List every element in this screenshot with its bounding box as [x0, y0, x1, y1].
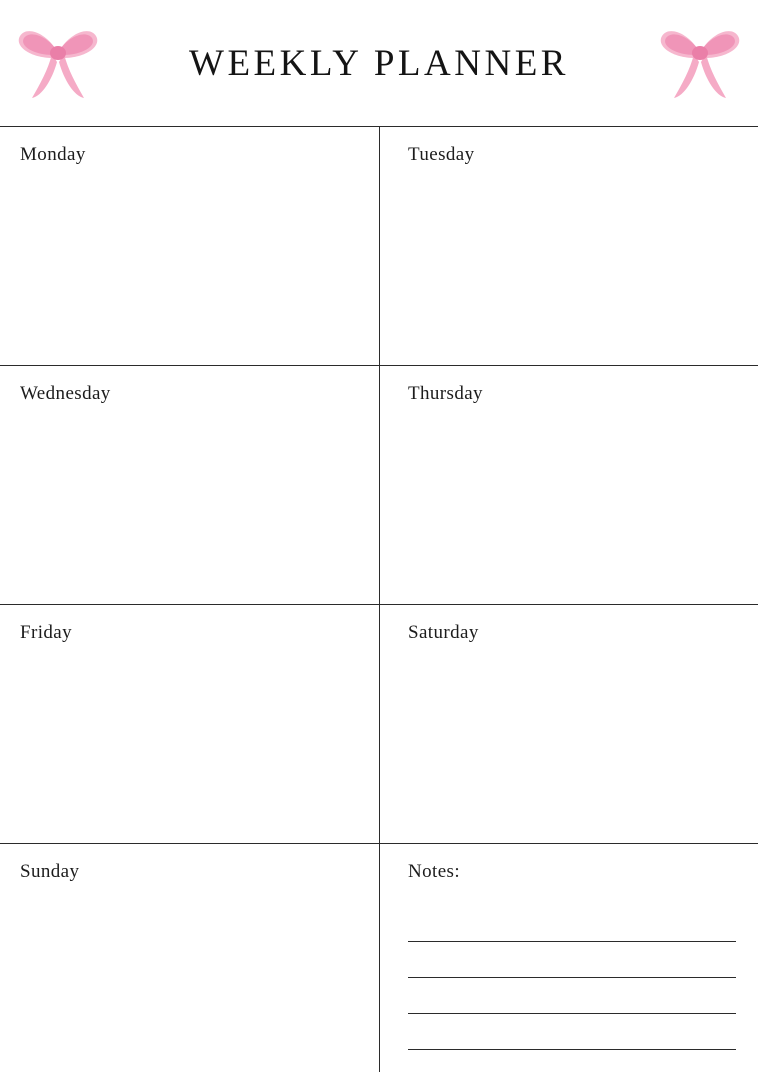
notes-cell[interactable] — [380, 844, 758, 1072]
day-cell-friday[interactable] — [0, 605, 380, 843]
day-label: Tuesday — [408, 144, 475, 165]
day-label: Saturday — [408, 622, 479, 643]
pink-bow-icon — [8, 14, 108, 110]
notes-lines — [408, 906, 736, 1050]
planner-row — [0, 605, 758, 844]
pink-bow-icon — [650, 14, 750, 110]
day-cell-monday[interactable] — [0, 127, 380, 365]
planner-grid — [0, 126, 758, 1072]
day-label: Monday — [20, 144, 86, 165]
notes-label: Notes: — [408, 861, 461, 882]
page-header — [0, 0, 758, 126]
day-label: Thursday — [408, 383, 483, 404]
planner-row — [0, 366, 758, 605]
day-label: Friday — [20, 622, 73, 643]
day-label: Sunday — [20, 861, 80, 882]
day-cell-tuesday[interactable] — [380, 127, 758, 365]
note-line[interactable] — [408, 906, 736, 942]
day-cell-wednesday[interactable] — [0, 366, 380, 604]
note-line[interactable] — [408, 978, 736, 1014]
note-line[interactable] — [408, 942, 736, 978]
note-line[interactable] — [408, 1014, 736, 1050]
day-label: Wednesday — [20, 383, 111, 404]
day-cell-saturday[interactable] — [380, 605, 758, 843]
day-cell-sunday[interactable] — [0, 844, 380, 1072]
day-cell-thursday[interactable] — [380, 366, 758, 604]
planner-row — [0, 127, 758, 366]
page-title: WEEKLY PLANNER — [189, 42, 569, 84]
planner-row — [0, 844, 758, 1072]
